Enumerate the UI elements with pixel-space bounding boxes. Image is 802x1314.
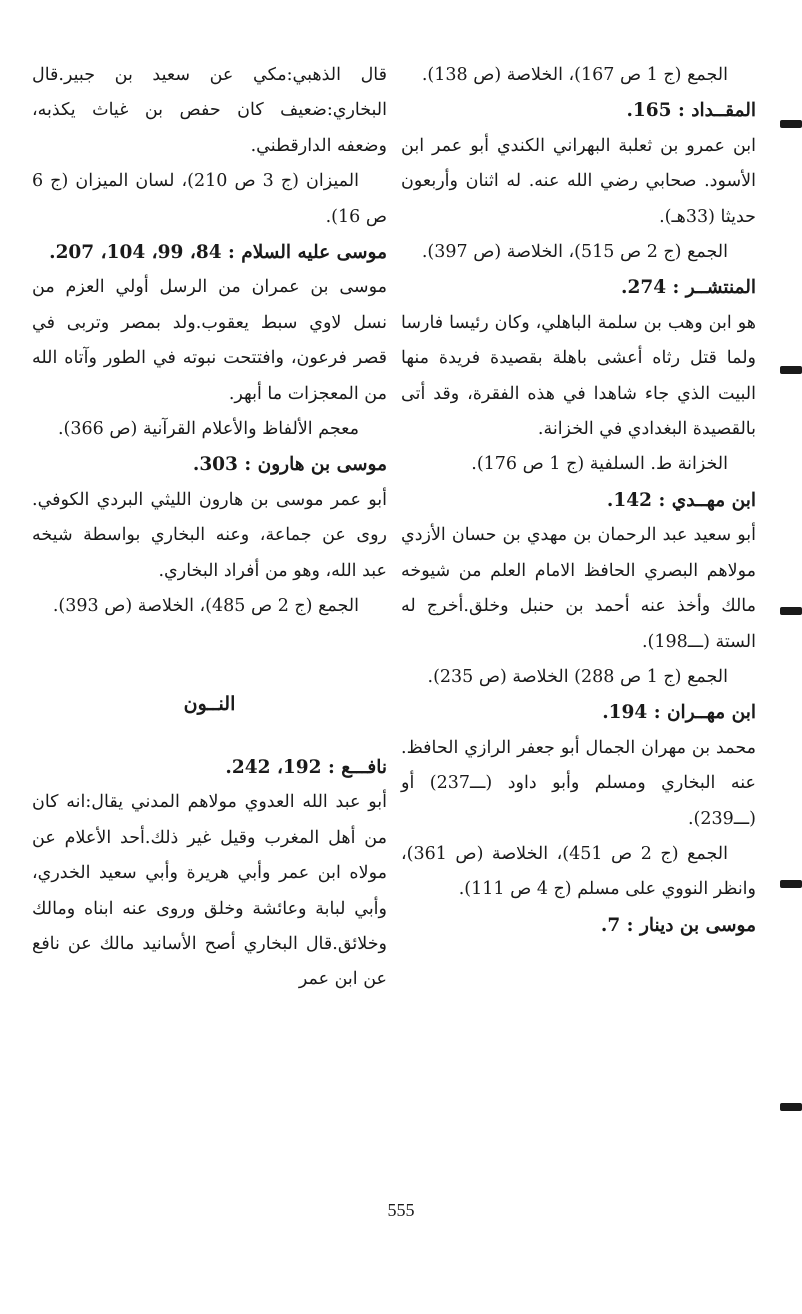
- entry-heading: موسى عليه السلام : 84، 99، 104، 207.: [49, 242, 387, 264]
- entry-text: أبو عمر موسى بن هارون الليثي البردي الكوفي. روى عن جماعة، وعنه البخاري بواسطة شيخه عبد الله، وهو من أفراد البخاري.: [32, 489, 387, 581]
- page-number: 555: [387, 1200, 415, 1220]
- edge-thumb-mark: [780, 607, 802, 615]
- entry-text: محمد بن مهران الجمال أبو جعفر الرازي الحافظ. عنه البخاري ومسلم وأبو داود (ـــ237) أو (ـــ239).: [401, 737, 756, 829]
- entry-heading: موسى بن هارون : 303.: [192, 454, 387, 476]
- left-column: [32, 58, 387, 998]
- entry-heading: ابن مهــران : 194.: [602, 702, 756, 724]
- entry-text: هو ابن وهب بن سلمة الباهلي، وكان رئيسا فارسا ولما قتل رثاه أعشى باهلة بقصيدة فريدة منها البيت الذي جاء شاهدا في هذه الفقرة، وقد أتى بالقصيدة البغدادي في الخزانة.: [401, 312, 756, 440]
- entry-reference: الجمع (ج 2 ص 485)، الخلاصة (ص 393).: [52, 596, 359, 617]
- entry-text: قال الذهبي:مكي عن سعيد بن جبير.قال البخاري:ضعيف كان حفص بن غياث يكذبه، وضعفه الدارقطني.: [32, 65, 387, 156]
- edge-thumb-mark: [780, 1103, 802, 1111]
- entry-heading: موسى بن دينار : 7.: [600, 914, 756, 936]
- entry-reference: الميزان (ج 3 ص 210)، لسان الميزان (ج 6 ص 16).: [32, 171, 387, 227]
- section-title: النــون: [183, 692, 236, 715]
- entry-heading: المقــداد : 165.: [626, 100, 756, 122]
- entry-text: أبو سعيد عبد الرحمان بن مهدي بن حسان الأزدي مولاهم البصري الحافظ الامام العلم من شيوخه مالك وأخذ عنه أحمد بن حنبل وخلق.أخرج له الستة (ـــ198).: [401, 525, 756, 652]
- entry-reference: الخزانة ط. السلفية (ج 1 ص 176).: [471, 454, 728, 475]
- right-column: [401, 58, 756, 943]
- entry-heading: المنتشــر : 274.: [621, 277, 756, 299]
- entry-text: ابن عمرو بن ثعلبة البهراني الكندي أبو عمر ابن الأسود. صحابي رضي الله عنه. له اثنان وأربعون حديثا (33هـ).: [401, 135, 756, 227]
- entry-reference: الجمع (ج 2 ص 451)، الخلاصة (ص 361)، وانظر النووي على مسلم (ج 4 ص 111).: [401, 843, 756, 900]
- entry-reference: الجمع (ج 1 ص 288) الخلاصة (ص 235).: [427, 666, 728, 687]
- edge-thumb-mark: [780, 366, 802, 374]
- edge-thumb-mark: [780, 120, 802, 128]
- entry-text: أبو عبد الله العدوي مولاهم المدني يقال:انه كان من أهل المغرب وقيل غير ذلك.أحد الأعلام عن مولاه ابن عمر وأبي هريرة وأبي سعيد الخدري، وأبي لبابة وعائشة وخلق وروى عنه ابناه ومالك وخلائق.قال البخاري أصح الأسانيد مالك عن نافع عن ابن عمر: [32, 792, 387, 990]
- entry-reference: الجمع (ج 2 ص 515)، الخلاصة (ص 397).: [421, 242, 728, 263]
- edge-thumb-mark: [780, 880, 802, 888]
- entry-heading: ابن مهــدي : 142.: [606, 489, 756, 511]
- entry-heading: نافـــع : 192، 242.: [225, 756, 387, 778]
- entry-reference: الجمع (ج 1 ص 167)، الخلاصة (ص 138).: [421, 65, 728, 85]
- entry-text: موسى بن عمران من الرسل أولي العزم من نسل لاوي سبط يعقوب.ولد بمصر وتربى في قصر فرعون، وافتتحت نبوته في الطور وآتاه الله من المعجزات ما أبهر.: [32, 277, 387, 404]
- entry-reference: معجم الألفاظ والأعلام القرآنية (ص 366).: [57, 419, 359, 440]
